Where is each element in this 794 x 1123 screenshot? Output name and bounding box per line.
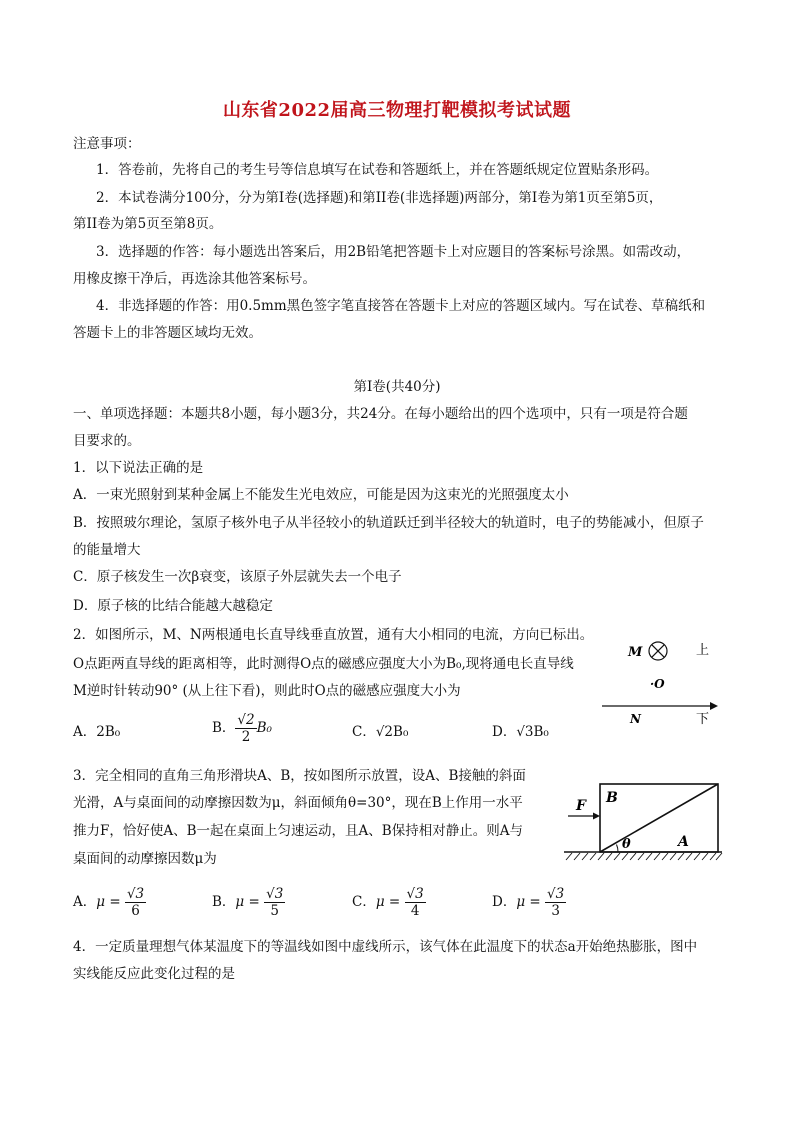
q3-option-d-numerator: √3 (547, 886, 565, 902)
q2-stem-line2: O点距两直导线的距离相等，此时测得O点的磁感应强度大小为B₀,现将通电长直导线 (73, 656, 574, 672)
q3-option-c-label: C． (352, 894, 376, 910)
notice-item-3-cont: 用橡皮擦干净后，再选涂其他答案标号。 (73, 271, 316, 287)
q2-option-a: A．2B₀ (73, 724, 121, 740)
q3-option-b-denominator: 5 (270, 903, 279, 919)
q3-option-d-denominator: 3 (551, 903, 560, 919)
q2-option-b-denominator: 2 (241, 729, 251, 745)
q1-option-b: B．按照玻尔理论，氢原子核外电子从半径较小的轨道跃迁到半径较大的轨道时，电子的势能减小，但原子 (73, 515, 704, 531)
section-title: 第I卷(共40分) (353, 379, 441, 395)
notice-item-4-cont: 答题卡上的非答题区域均无效。 (73, 325, 262, 341)
q2-option-d: D．√3B₀ (492, 724, 549, 740)
q3-option-b-label: B． (212, 894, 236, 910)
q2-fig-label-n: N (630, 712, 641, 726)
q1-option-a: A．一束光照射到某种金属上不能发生光电效应，可能是因为这束光的光照强度太小 (73, 487, 569, 503)
notice-item-3: 3．选择题的作答：每小题选出答案后，用2B铅笔把答题卡上对应题目的答案标号涂黑。如需改动， (96, 244, 691, 260)
notice-item-4: 4．非选择题的作答：用0.5mm黑色签字笔直接答在答题卡上对应的答题区域内。写在试卷、草稿纸和 (96, 298, 706, 314)
q3-fig-label-f: F (576, 798, 586, 814)
q3-option-b-numerator: √3 (266, 886, 284, 902)
q3-angle-arc (617, 845, 619, 853)
q2-fig-label-down: 下 (696, 712, 710, 727)
arrow-right-icon (710, 702, 718, 710)
q3-stem-line2: 光滑，A与桌面间的动摩擦因数为μ，斜面倾角θ=30°，现在B上作用一水平 (73, 795, 523, 811)
q4-stem-line2: 实线能反应此变化过程的是 (73, 966, 235, 982)
q3-blocks-figure (562, 778, 724, 868)
notice-item-2-cont: 第II卷为第5页至第8页。 (73, 216, 223, 232)
q2-option-c: C．√2B₀ (352, 724, 409, 740)
q3-fig-label-a: A (678, 834, 689, 850)
q3-option-b-fraction (264, 886, 285, 919)
q3-option-c (352, 886, 426, 919)
q3-option-a-denominator: 6 (131, 903, 140, 919)
q2-option-b-fraction (235, 712, 256, 745)
q3-option-d-fraction (545, 886, 566, 919)
section-instructions: 一、单项选择题：本题共8小题，每小题3分，共24分。在每小题给出的四个选项中，只有一项是符合题 (73, 406, 688, 422)
current-into-page-icon (649, 642, 667, 660)
exam-title: 山东省2022届高三物理打靶模拟考试试题 (222, 100, 572, 121)
notice-item-1: 1．答卷前，先将自己的考生号等信息填写在试卷和答题纸上，并在答题纸规定位置贴条形码。 (96, 162, 659, 178)
q3-option-a (73, 886, 146, 919)
q3-table-hatch (566, 853, 722, 860)
q2-fig-label-up: 上 (696, 643, 710, 658)
q2-option-b (212, 712, 272, 745)
q3-option-d-lhs: μ = (516, 894, 541, 910)
q3-option-d (492, 886, 566, 919)
q3-option-a-numerator: √3 (126, 886, 145, 902)
q1-option-b-cont: 的能量增大 (73, 542, 141, 558)
q3-option-c-lhs: μ = (375, 894, 401, 910)
q1-stem: 1．以下说法正确的是 (73, 460, 204, 476)
q2-fig-label-o: ·O (650, 677, 665, 691)
q3-fig-label-b: B (606, 790, 618, 806)
q2-option-b-tail: B₀ (256, 720, 272, 736)
q3-option-d-label: D． (492, 894, 517, 910)
q2-wire-figure (598, 636, 728, 732)
q2-stem-line1: 2．如图所示，M、N两根通电长直导线垂直放置，通有大小相同的电流，方向已标出。 (73, 627, 594, 643)
q2-option-b-label: B． (212, 720, 236, 736)
q3-option-b (212, 886, 285, 919)
q3-option-b-lhs: μ = (235, 894, 260, 910)
q4-stem-line1: 4．一定质量理想气体某温度下的等温线如图中虚线所示，该气体在此温度下的状态a开始绝热膨胀，图中 (73, 939, 698, 955)
section-instructions-cont: 目要求的。 (73, 433, 141, 449)
q3-stem-line3: 推力F，恰好使A、B一起在桌面上匀速运动，且A、B保持相对静止。则A与 (73, 823, 523, 839)
q3-option-a-label: A． (73, 894, 97, 910)
q3-stem-line1: 3．完全相同的直角三角形滑块A、B，按如图所示放置，设A、B接触的斜面 (73, 768, 526, 784)
q3-option-a-lhs: μ = (96, 894, 121, 910)
q3-option-c-fraction (405, 886, 426, 919)
q3-option-c-numerator: √3 (406, 886, 424, 902)
notice-item-2: 2．本试卷满分100分，分为第I卷(选择题)和第II卷(非选择题)两部分，第I卷为第1页至第5页， (96, 190, 663, 206)
q2-fig-label-m: M (628, 645, 643, 660)
notice-heading: 注意事项： (73, 136, 141, 152)
q2-stem-line3: M逆时针转动90° (从上往下看)，则此时O点的磁感应强度大小为 (73, 683, 461, 699)
q2-option-b-numerator: √2 (237, 712, 255, 728)
arrow-right-icon (593, 813, 600, 820)
q3-fig-label-theta: θ (622, 837, 631, 852)
q3-option-a-fraction (125, 886, 146, 919)
q3-stem-line4: 桌面间的动摩擦因数μ为 (73, 851, 217, 867)
q1-option-c: C．原子核发生一次β衰变，该原子外层就失去一个电子 (73, 569, 402, 585)
q1-option-d: D．原子核的比结合能越大越稳定 (73, 598, 273, 614)
q3-option-c-denominator: 4 (410, 903, 420, 919)
